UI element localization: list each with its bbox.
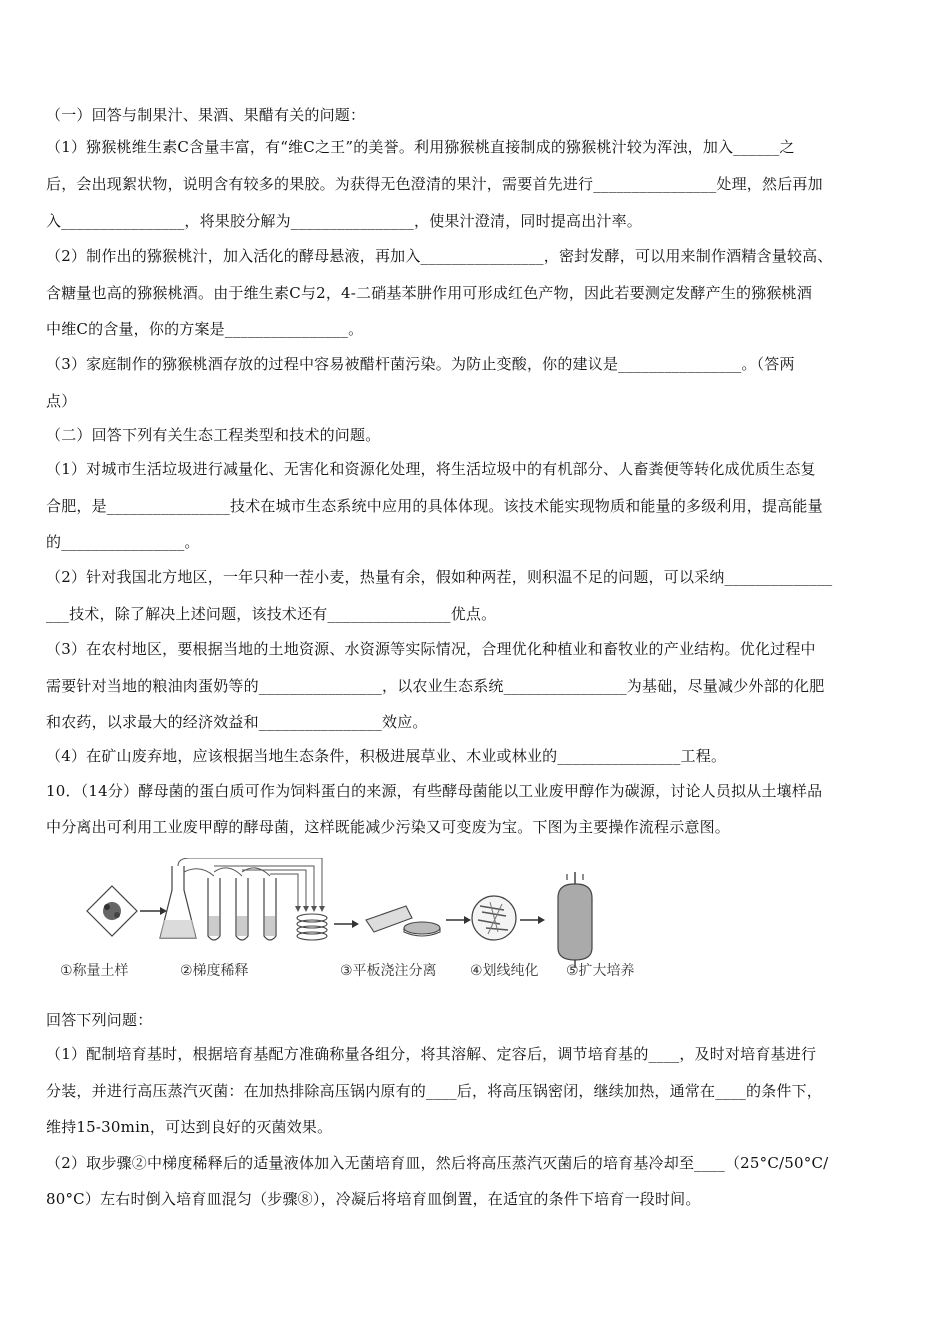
step-label: ⑤扩大培养 (566, 963, 635, 979)
streak-plate-icon (472, 896, 516, 940)
test-tube-icon (236, 878, 248, 940)
arrowheads (295, 906, 325, 912)
question-line: （2）取步骤②中梯度稀释后的适量液体加入无菌培育皿，然后将高压蒸汽灭菌后的培育基冷却至____（25°C/50°C/ (46, 1154, 829, 1172)
arrow-icon (140, 907, 167, 915)
question-line: （3）在农村地区，要根据当地的土地资源、水资源等实际情况，合理优化种植业和畜牧业的产业结构。优化过程中 (46, 640, 816, 658)
question-line: （3）家庭制作的猕猴桃酒存放的过程中容易被醋杆菌污染。为防止变酸，你的建议是________________。（答两 (46, 355, 795, 373)
step-label: ②梯度稀释 (180, 963, 249, 979)
question-line: （1）对城市生活垃圾进行减量化、无害化和资源化处理，将生活垃圾中的有机部分、人畜粪便等转化成优质生态复 (46, 460, 816, 478)
test-tube-icon (264, 878, 276, 940)
soil-sample-icon (87, 886, 137, 936)
question-line: （1）配制培育基时，根据培育基配方准确称量各组分，将其溶解、定容后，调节培育基的____，及时对培育基进行 (46, 1045, 817, 1063)
test-tube-icon (208, 878, 220, 940)
arrow-icon (520, 916, 545, 924)
section-one-heading: （一）回答与制果汁、果酒、果醋有关的问题： (46, 106, 366, 124)
flask-icon (160, 866, 196, 938)
question-line: 合肥，是________________技术在城市生态系统中应用的具体体现。该技术能实现物质和能量的多级利用，提高能量 (46, 497, 823, 515)
question-line: 点） (46, 392, 77, 410)
question-line: （2）制作出的猕猴桃汁，加入活化的酵母悬液，再加入________________，密封发酵，可以用来制作酒精含量较高、 (46, 247, 833, 265)
arrow-icon (446, 916, 471, 924)
step-label: ①称量土样 (60, 963, 129, 979)
question-line: ___技术，除了解决上述问题，该技术还有________________优点。 (46, 605, 497, 623)
question-line: 需要针对当地的粮油肉蛋奶等的________________，以农业生态系统________________为基础，尽量减少外部的化肥 (46, 677, 825, 695)
step-label: ④划线纯化 (470, 963, 539, 979)
pour-plate-icon (366, 906, 440, 936)
question-line: （4）在矿山废弃地，应该根据当地生态条件，积极进展草业、木业或林业的________________工程。 (46, 747, 727, 765)
question-line: 和农药，以求最大的经济效益和________________效应。 (46, 713, 428, 731)
process-flow-diagram (60, 858, 660, 988)
fermenter-icon (558, 872, 592, 968)
question-line: 入________________，将果胶分解为________________，使果汁澄清，同时提高出汁率。 (46, 212, 643, 230)
question-10-line: 中分离出可利用工业废甲醇的酵母菌，这样既能减少污染又可变废为宝。下图为主要操作流程示意图。 (46, 818, 731, 836)
section-two-heading: （二）回答下列有关生态工程类型和技术的问题。 (46, 426, 381, 444)
arrow-icon (334, 920, 359, 928)
question-line: 分装，并进行高压蒸汽灭菌：在加热排除高压锅内原有的____后，将高压锅密闭，继续加热，通常在____的条件下， (46, 1082, 823, 1100)
question-line: 后，会出现絮状物，说明含有较多的果胶。为获得无色澄清的果汁，需要首先进行________________处理，然后再加 (46, 175, 823, 193)
question-line: 的________________。 (46, 533, 200, 551)
question-line: （1）猕猴桃维生素C含量丰富，有“维C之王”的美誉。利用猕猴桃直接制成的猕猴桃汁较为浑浊，加入______之 (46, 138, 795, 156)
transfer-arrows (178, 858, 322, 908)
question-line: （2）针对我国北方地区，一年只种一茬小麦，热量有余，假如种两茬，则积温不足的问题，可以采纳______________ (46, 568, 833, 586)
answer-prompt: 回答下列问题： (46, 1011, 153, 1029)
question-line: 维持15-30min，可达到良好的灭菌效果。 (46, 1118, 333, 1136)
question-10-line: 10．（14分）酵母菌的蛋白质可作为饲料蛋白的来源，有些酵母菌能以工业废甲醇作为碳源，讨论人员拟从土壤样品 (46, 782, 823, 800)
step-label: ③平板浇注分离 (340, 963, 437, 979)
plate-stack-icon (297, 914, 327, 940)
question-line: 含糖量也高的猕猴桃酒。由于维生素C与2，4-二硝基苯肼作用可形成红色产物，因此若要测定发酵产生的猕猴桃酒 (46, 284, 813, 302)
question-line: 80°C）左右时倒入培育皿混匀（步骤⑧），冷凝后将培育皿倒置，在适宜的条件下培育一段时间。 (46, 1190, 701, 1208)
question-line: 中维C的含量，你的方案是________________。 (46, 320, 364, 338)
